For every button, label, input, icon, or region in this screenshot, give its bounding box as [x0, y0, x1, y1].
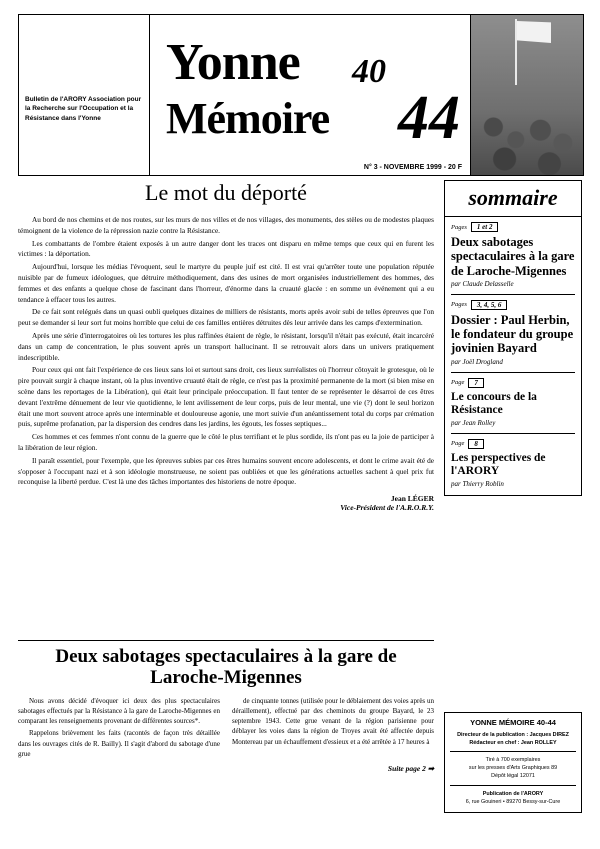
signature-name: Jean LÉGER — [390, 494, 434, 504]
flag-icon — [517, 21, 551, 43]
colophon-printer: sur les presses d'Arts Graphiques 89 — [468, 765, 558, 772]
title-year-40: 40 — [352, 53, 386, 90]
editorial-paragraph: Au bord de nos chemins et de nos routes, sur les murs de nos villes et de nos villages, des monuments, des stèles ou de modestes plaques témoignent de la violence de la répression nazie contre la Résistance. — [18, 215, 434, 235]
sommaire-entry[interactable] — [451, 222, 575, 288]
sommaire-pages — [451, 222, 575, 232]
editorial — [18, 180, 434, 512]
sommaire-pages — [451, 300, 575, 310]
masthead-left — [19, 15, 149, 175]
editorial-paragraph: Aujourd'hui, lorsque les médias l'évoquent, seul le martyre du peuple juif est cité. Il est vrai qu'arrêter toute une population réputée nuisible par de fumeux idéologues, que détruire méthodiquement, dans des usines de mort organisées industriellement des hommes, des femmes et des enfants a quelque chose de fascinant dans l'horreur, d'énorme dans la cruauté glacée : en somme un événement qui a eu tendance à effacer tous les autres. — [18, 262, 434, 304]
colophon-address: 6, rue Gouineri • 89270 Bessy-sur-Cure — [465, 798, 561, 805]
editorial-signature — [18, 494, 434, 512]
pages-number: 8 — [468, 439, 484, 449]
editorial-paragraph: De ce fait sont relégués dans un quasi oubli quelques dizaines de milliers de résistants, morts après avoir subi de telles épreuves que l'on peut se demander si leur sort fut moins horrible que celui de ces familles entières détruites dès leur arrivée dans les camps d'extermination. — [18, 307, 434, 328]
masthead — [18, 14, 584, 176]
article-columns — [18, 696, 434, 761]
divider — [450, 785, 576, 786]
divider — [451, 294, 575, 295]
pages-label: Pages — [451, 301, 467, 309]
article-column-2 — [232, 696, 434, 761]
colophon-editor: Rédacteur en chef : Jean ROLLEY — [469, 740, 557, 747]
sommaire-title: Deux sabotages spectaculaires à la gare de Laroche-Migennes — [451, 235, 575, 278]
sommaire-title: Les perspectives de l'ARORY — [451, 451, 546, 477]
article-headline: Deux sabotages spectaculaires à la gare de Laroche-Migennes — [55, 646, 397, 688]
title-yonne: Yonne — [166, 34, 300, 91]
flagpole-icon — [515, 19, 517, 85]
title-year-44: 44 — [398, 84, 460, 152]
colophon-print-run: Tiré à 700 exemplaires — [485, 757, 541, 764]
sommaire-byline: par Jean Rolley — [451, 418, 496, 427]
issue-line: N° 3 - NOVEMBRE 1999 - 20 F — [363, 164, 462, 171]
sommaire-byline: par Thierry Roblin — [451, 479, 504, 488]
pages-label: Page — [451, 440, 465, 448]
sommaire-title: Le concours de la Résistance — [451, 390, 537, 416]
pages-number: 3, 4, 5, 6 — [471, 300, 508, 310]
colophon-name: YONNE MÉMOIRE 40-44 — [470, 718, 556, 727]
article-paragraph: Nous avons décidé d'évoquer ici deux des plus spectaculaires sabotages effectués par la Résistance à la gare de Laroche-Migennes en comparant les renseignements provenant de différentes sources*. — [18, 696, 220, 726]
signature-role: Vice-Président de l'A.R.O.R.Y. — [340, 503, 434, 513]
editorial-paragraph: Les combattants de l'ombre étaient exposés à un autre danger dont les traces ont disparu en même temps que ceux qui en furent les victimes : la déportation. — [18, 238, 434, 259]
masthead-title-block — [149, 15, 471, 175]
article-column-1 — [18, 696, 220, 761]
title-memoire: Mémoire — [166, 94, 330, 143]
continued-link[interactable]: Suite page 2 ➡ — [387, 764, 434, 774]
editorial-title: Le mot du déporté — [145, 180, 307, 205]
sommaire-pages — [451, 378, 575, 388]
bulletin-subtitle: Bulletin de l'ARORY Association pour la Recherche sur l'Occupation et la Résistance dans l'Yonne — [25, 95, 142, 122]
colophon — [444, 712, 582, 813]
article-paragraph: de cinquante tonnes (utilisée pour le déblaiement des voies après un déraillement), effectué par des cheminots du groupe Bayard, le 23 septembre 1943. Cette grue venant de la région parisienne pour déblayer les voies dans la région de Troyes avait été affectée depuis Montereau par un échauffement d'essieux et a été arrêtée à 17 heures à — [232, 696, 434, 746]
colophon-publisher: Publication de l'ARORY — [482, 790, 544, 797]
sommaire-pages — [451, 439, 575, 449]
masthead-photo — [471, 15, 583, 175]
pages-label: Page — [451, 379, 465, 386]
colophon-legal-deposit: Dépôt légal 12071 — [491, 773, 535, 780]
divider — [450, 751, 576, 752]
divider — [451, 433, 575, 434]
sommaire-entry[interactable] — [451, 378, 575, 427]
lead-article — [18, 640, 434, 774]
editorial-paragraph: Pour ceux qui ont fait l'expérience de ces lieux sans loi et surtout sans droit, ces lieux surréalistes où l'horreur côtoyait le grotesque, où le pire pouvait surgir à chaque instant, où la plus inventive cruauté était de règle, ce n'est pas la proximité permanente de la mort (si bien mise en scène dans les reportages de la Libération), qui était leur principale préoccupation. Il faut tenter de se représenter le désarroi de ces êtres devant l'extrême dénuement de leur vie quotidienne, le lent avilissement de leur corps, puis de leur mental, une vie (?) dont le seul horizon était une mort souvent atroce après une interminable et douloureuse agonie, une mort suivie d'un anéantissement total du corps par crémation puis, suprême profanation, par la dispersion des cendres dans les jardins, les égouts, les fosses septiques... — [18, 365, 434, 429]
sommaire — [444, 180, 582, 496]
sommaire-title: Dossier : Paul Herbin, le fondateur du groupe jovinien Bayard — [451, 312, 574, 356]
pages-number: 1 et 2 — [471, 222, 499, 232]
sommaire-entry[interactable] — [451, 300, 575, 366]
sommaire-byline: par Claude Delasselle — [451, 279, 514, 288]
article-paragraph: Rappelons brièvement les faits (racontés de façon très détaillée dans les ouvrages cités de R. Bailly). Il s'agit d'abord du sabotage d'une grue — [18, 729, 220, 758]
sommaire-heading: sommaire — [444, 180, 582, 217]
pages-number: 7 — [468, 378, 484, 388]
editorial-paragraph: Après une série d'interrogatoires où les tortures les plus raffinées étaient de règle, le résistant, lorsqu'il n'était pas exécuté, était incarcéré dans un camp de concentration, le plus souvent après un transport hallucinant. Il se retrouvait alors dans un univers pratiquement indescriptible. — [18, 330, 434, 362]
sommaire-byline: par Joël Drogland — [451, 357, 503, 366]
pages-label: Pages — [451, 223, 467, 231]
sommaire-entry[interactable] — [451, 439, 575, 488]
editorial-paragraph: Ces hommes et ces femmes n'ont connu de la guerre que le côté le plus terrifiant et le plus sordide, ils n'ont pas eu la joie de participer à la libération de leur région. — [18, 432, 434, 452]
editorial-paragraph: Il paraît essentiel, pour l'exemple, que les épreuves subies par ces êtres humains souvent encore adolescents, et dont le crime avait été de s'opposer à l'occupant nazi et à son idéologie monstrueuse, ne soient pas oubliées et que les générations actuelles sachent à quel prix fut reconquise la liberté perdue. C'est là une des tâches importantes des historiens de notre époque. — [18, 455, 434, 487]
colophon-director: Directeur de la publication : Jacques DIREZ — [457, 732, 569, 738]
editorial-body — [18, 215, 434, 488]
divider — [451, 372, 575, 373]
sommaire-list — [444, 217, 582, 496]
